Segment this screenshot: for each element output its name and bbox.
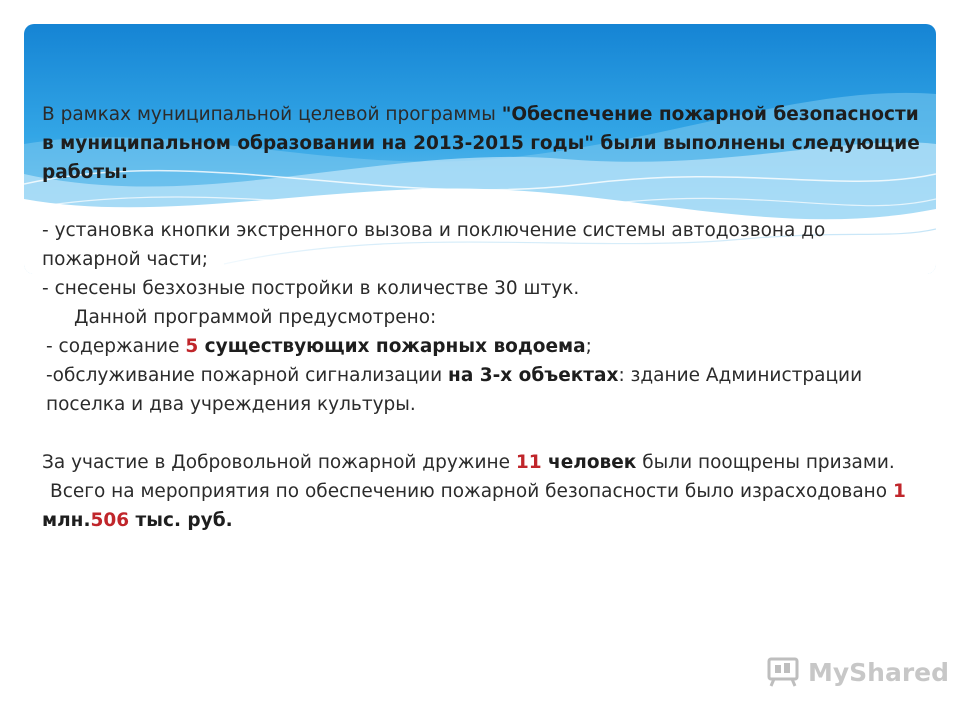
planned-item-2-prefix: -обслуживание пожарной сигнализации bbox=[46, 365, 449, 386]
total-millions: 1 bbox=[892, 481, 906, 502]
work-item-1-text: установка кнопки экстренного вызова и поключение системы автодозвона до пожарной части; bbox=[42, 220, 826, 270]
planned-item-1-end: ; bbox=[585, 336, 592, 357]
planned-heading: Данной программой предусмотрено: bbox=[74, 307, 437, 328]
work-item-1 bbox=[42, 216, 922, 274]
work-item-2-text: снесены безхозные постройки в количестве 30 штук. bbox=[54, 278, 580, 299]
planned-item-2 bbox=[42, 361, 922, 419]
total-paragraph bbox=[42, 477, 922, 535]
objects-count: на 3-х объектах bbox=[448, 365, 619, 386]
planned-item-1-prefix: - содержание bbox=[46, 336, 186, 357]
award-bold: человек bbox=[541, 452, 637, 473]
total-prefix: Всего на мероприятия по обеспечению пожарной безопасности было израсходовано bbox=[50, 481, 893, 502]
intro-text: В рамках муниципальной целевой программы bbox=[42, 104, 502, 125]
spacer bbox=[42, 419, 922, 448]
total-thousands: 506 bbox=[90, 510, 130, 531]
planned-item-1 bbox=[42, 332, 922, 361]
planned-item-1-bold: существующих пожарных водоема bbox=[198, 336, 586, 357]
watermark-logo bbox=[766, 656, 949, 688]
award-suffix: были поощрены призами. bbox=[636, 452, 895, 473]
award-count: 11 bbox=[515, 452, 542, 473]
reservoir-count: 5 bbox=[185, 336, 199, 357]
work-item-2 bbox=[42, 274, 922, 303]
dash: - bbox=[42, 220, 55, 241]
slide-body bbox=[42, 100, 922, 535]
watermark-text: MyShared bbox=[808, 657, 950, 687]
award-prefix: За участие в Добровольной пожарной дружине bbox=[42, 452, 516, 473]
total-mid: млн. bbox=[42, 510, 91, 531]
spacer bbox=[42, 187, 922, 216]
dash: - bbox=[42, 278, 55, 299]
award-paragraph bbox=[42, 448, 922, 477]
program-title: "Обеспечение пожарной безопасности в муниципальном образовании на 2013-2015 годы" были выполнены следующие работы: bbox=[42, 104, 920, 183]
intro-paragraph bbox=[42, 100, 922, 187]
planned-item-2-end: : здание Администрации поселка и два учреждения культуры. bbox=[46, 365, 863, 415]
total-end: тыс. руб. bbox=[129, 510, 233, 531]
presentation-icon bbox=[766, 656, 802, 688]
